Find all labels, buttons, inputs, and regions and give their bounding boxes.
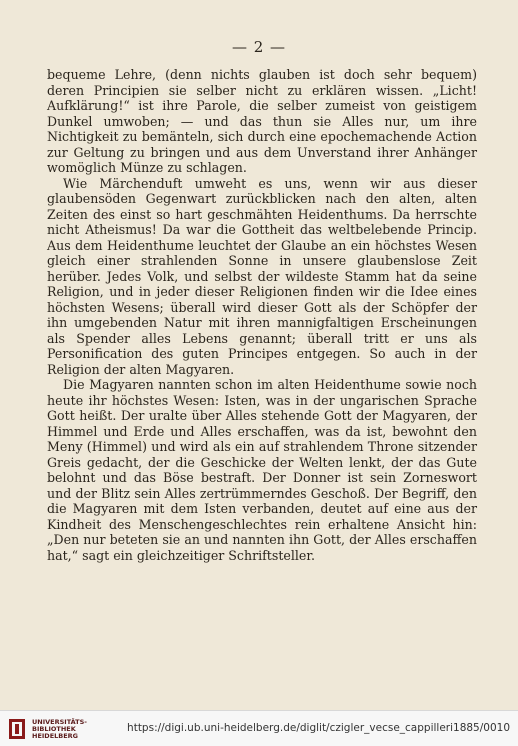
logo-line-2: BIBLIOTHEK bbox=[32, 725, 76, 733]
logo-text bbox=[32, 719, 87, 740]
logo-line-1: UNIVERSITÄTS- bbox=[32, 718, 87, 726]
viewer-footer bbox=[0, 710, 518, 746]
body-text bbox=[47, 67, 477, 563]
paragraph-2: Wie Märchenduft umweht es uns, wenn wir aus dieser glaubensöden Gegenwart zurückblicken nach den alten, alten Zeiten des einst so hart geschmähten Heidenthums. Da herrschte nicht Atheismus! Da war die Gottheit das weltbelebende Princip. Aus dem Heidenthume leuchtet der Glaube an ein höchstes Wesen gleich einer strahlenden Sonne in unsere glaubenslose Zeit herüber. Jedes Volk, und selbst der wildeste Stamm hat da seine Religion, und in jeder dieser Religionen finden wir die Idee eines höchsten Wesens; überall wird dieser Gott als der Schöpfer der ihn umgebenden Natur mit ihren mannigfaltigen Erscheinungen als Spender alles Lebens genannt; überall tritt er uns als Personification des guten Principes entgegen. So auch in der Religion der alten Magyaren. bbox=[47, 175, 477, 377]
paragraph-1: bequeme Lehre, (denn nichts glauben ist doch sehr bequem) deren Principien sie selber nicht zu erklären wissen. „Licht! Aufklärung!“ ist ihre Parole, die selber zumeist von geistigem Dunkel umwoben; — und das thun sie Alles nur, um ihre Nichtigkeit zu bemänteln, sich durch eine epochemachende Action zur Geltung zu bringen und aus dem Unverstand ihrer Anhänger womöglich Münze zu schlagen. bbox=[47, 67, 477, 175]
paragraph-3: Die Magyaren nannten schon im alten Heidenthume sowie noch heute ihr höchstes Wesen: Isten, was in der ungarischen Sprache Gott heißt. Der uralte über Alles stehende Gott der Magyaren, der Himmel und Erde und Alles erschaffen, was da ist, bewohnt den Meny (Himmel) und wird als ein auf strahlendem Throne sitzender Greis gedacht, der die Geschicke der Welten lenkt, der das Gute belohnt und das Böse bestraft. Der Donner ist sein Zorneswort und der Blitz sein Alles zertrümmerndes Geschoß. Der Begriff, den die Magyaren mit dem Isten verbanden, deutet auf eine aus der Kindheit des Menschengeschlechtes rein erhaltene Ansicht hin: „Den nur beteten sie an und nannten ihn Gott, der Alles erschaffen hat,“ sagt ein gleichzeitiger Schriftsteller. bbox=[47, 377, 477, 563]
library-seal-icon bbox=[8, 717, 28, 741]
permalink-url[interactable]: https://digi.ub.uni-heidelberg.de/diglit/czigler_vecse_cappilleri1885/0010 bbox=[127, 722, 510, 734]
logo-line-3: HEIDELBERG bbox=[32, 732, 79, 740]
page-number: — 2 — bbox=[231, 38, 287, 56]
library-logo[interactable] bbox=[8, 717, 128, 741]
